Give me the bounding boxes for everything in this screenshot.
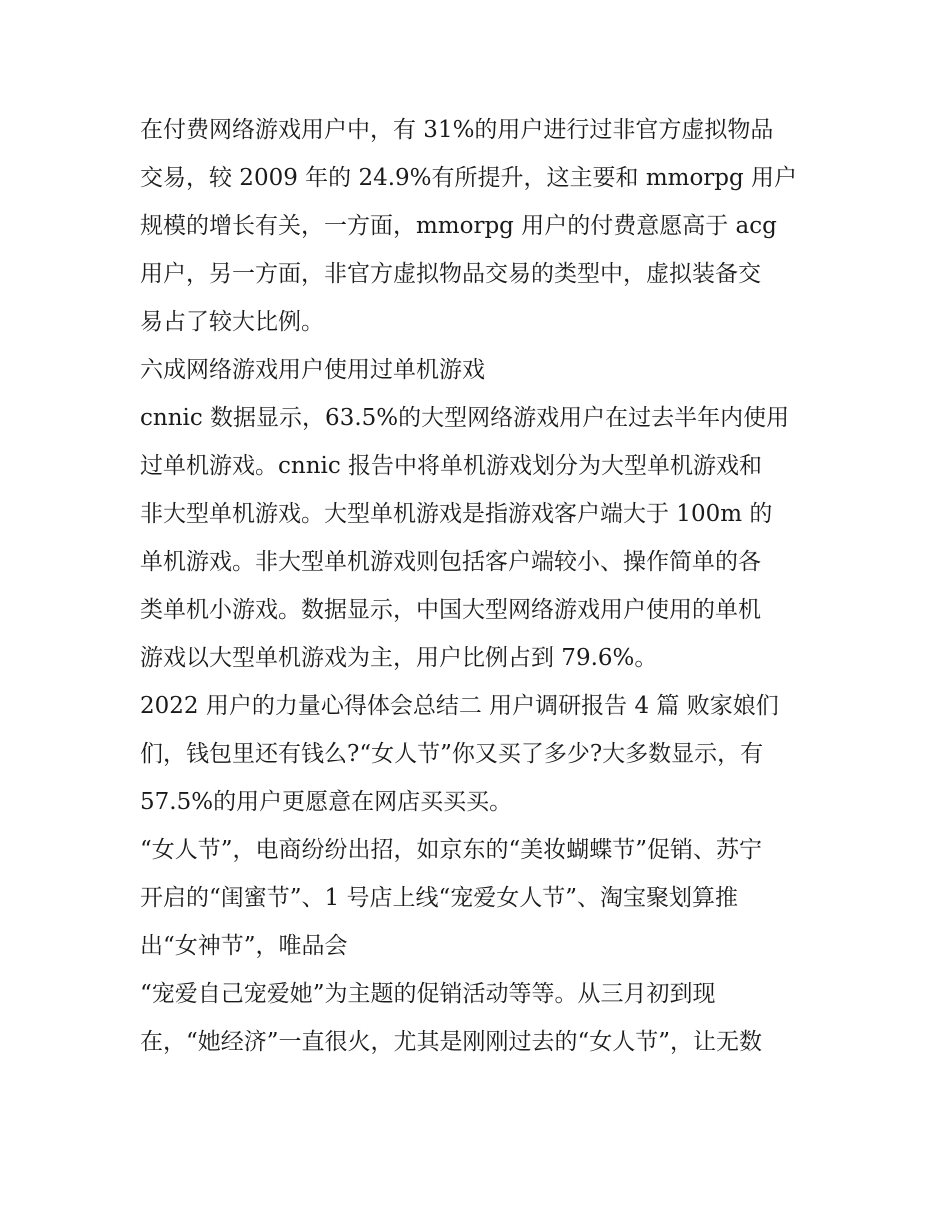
text-line: 57.5%的用户更愿意在网店买买买。 (140, 789, 513, 815)
text-line: 2022 用户的力量心得体会总结二 用户调研报告 4 篇 败家娘们 (140, 693, 779, 719)
paragraph-paid-users (140, 106, 820, 346)
text-line: 单机游戏。非大型单机游戏则包括客户端较小、操作简单的各 (140, 549, 761, 575)
text-line: 规模的增长有关，一方面，mmorpg 用户的付费意愿高于 acg (140, 213, 777, 239)
text-line: 易占了较大比例。 (140, 309, 324, 335)
text-line: 类单机小游戏。数据显示，中国大型网络游戏用户使用的单机 (140, 597, 761, 623)
text-line: 六成网络游戏用户使用过单机游戏 (140, 357, 485, 383)
document-body (140, 106, 820, 1066)
text-line: 开启的“闺蜜节”、1 号店上线“宠爱女人节”、淘宝聚划算推 (140, 885, 738, 911)
text-line: “女人节”，电商纷纷出招，如京东的“美妆蝴蝶节”促销、苏宁 (140, 837, 763, 863)
paragraph-cnnic-data (140, 394, 820, 682)
text-line: 交易，较 2009 年的 24.9%有所提升，这主要和 mmorpg 用户 (140, 165, 798, 191)
text-line: 游戏以大型单机游戏为主，用户比例占到 79.6%。 (140, 645, 658, 671)
text-line: 非大型单机游戏。大型单机游戏是指游戏客户端大于 100m 的 (140, 501, 773, 527)
paragraph-womens-day (140, 826, 820, 970)
text-line: “宠爱自己宠爱她”为主题的促销活动等等。从三月初到现 (140, 981, 716, 1007)
text-line: 用户，另一方面，非官方虚拟物品交易的类型中，虚拟装备交 (140, 261, 761, 287)
text-line: 出“女神节”，唯品会 (140, 933, 348, 959)
text-line: 过单机游戏。cnnic 报告中将单机游戏划分为大型单机游戏和 (140, 453, 763, 479)
text-line: 在付费网络游戏用户中，有 31%的用户进行过非官方虚拟物品 (140, 117, 774, 143)
paragraph-promotions (140, 970, 820, 1066)
text-line: 在，“她经济”一直很火，尤其是刚刚过去的“女人节”，让无数 (140, 1029, 763, 1055)
text-line: cnnic 数据显示，63.5%的大型网络游戏用户在过去半年内使用 (140, 405, 790, 431)
paragraph-user-power (140, 682, 820, 826)
section-heading (140, 346, 820, 394)
text-line: 们，钱包里还有钱么?“女人节”你又买了多少?大多数显示，有 (140, 741, 764, 767)
